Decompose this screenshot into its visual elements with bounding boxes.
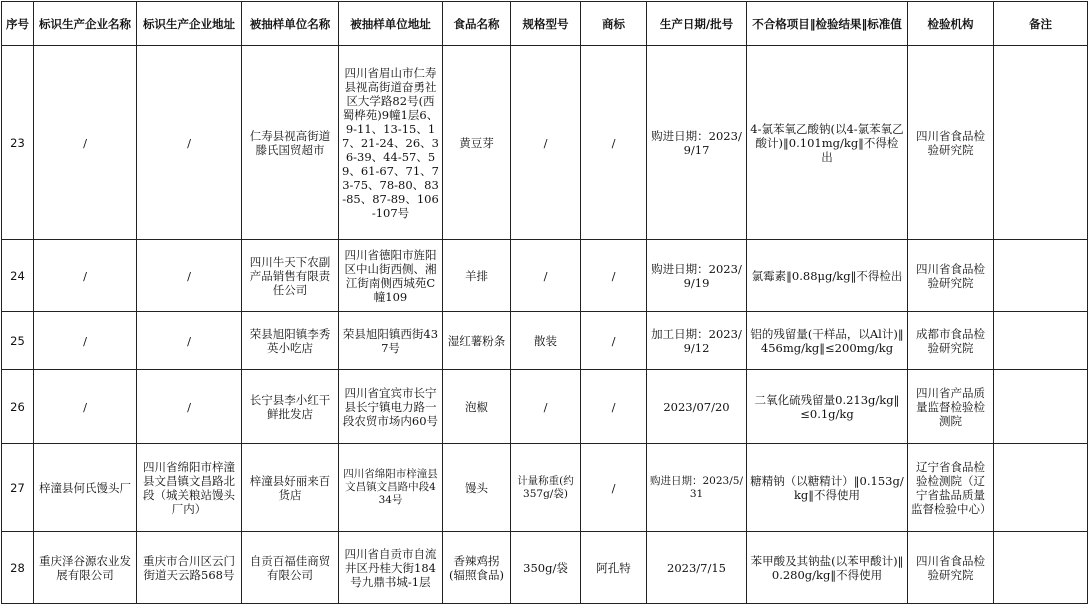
sampled-name: 自贡百福佳商贸有限公司 bbox=[242, 532, 339, 604]
col-header-agency: 检验机构 bbox=[908, 2, 994, 46]
sampled-addr: 四川省自贡市自流井区丹桂大街184号九鼎书城-1层 bbox=[339, 532, 443, 604]
brand: 阿孔特 bbox=[581, 532, 647, 604]
spec: / bbox=[511, 46, 581, 240]
table-row bbox=[2, 370, 1088, 444]
inspection-agency: 四川省食品检验研究院 bbox=[908, 240, 994, 312]
col-header-sampled-name: 被抽样单位名称 bbox=[242, 2, 339, 46]
sampled-addr: 荣县旭阳镇西街437号 bbox=[339, 312, 443, 370]
spec: 散装 bbox=[511, 312, 581, 370]
col-header-food: 食品名称 bbox=[443, 2, 511, 46]
header-row bbox=[2, 2, 1088, 46]
production-date: 购进日期：2023/9/19 bbox=[647, 240, 747, 312]
inspection-agency: 四川省产品质量监督检验检测院 bbox=[908, 370, 994, 444]
mfr-name: 梓潼县何氏馒头厂 bbox=[34, 444, 137, 532]
food-name: 湿红薯粉条 bbox=[443, 312, 511, 370]
remark bbox=[994, 240, 1088, 312]
production-date: 2023/07/20 bbox=[647, 370, 747, 444]
sampled-addr: 四川省德阳市旌阳区中山街西侧、湘江街南侧西城苑C幢109 bbox=[339, 240, 443, 312]
food-name: 羊排 bbox=[443, 240, 511, 312]
remark bbox=[994, 370, 1088, 444]
table-row bbox=[2, 444, 1088, 532]
row-no: 24 bbox=[2, 240, 34, 312]
col-header-brand: 商标 bbox=[581, 2, 647, 46]
mfr-addr: / bbox=[137, 46, 242, 240]
row-no: 27 bbox=[2, 444, 34, 532]
sampled-name: 梓潼县好丽来百货店 bbox=[242, 444, 339, 532]
sampled-addr: 四川省绵阳市梓潼县文昌镇文昌路中段434号 bbox=[339, 444, 443, 532]
mfr-name: 重庆泽谷源农业发展有限公司 bbox=[34, 532, 137, 604]
brand: / bbox=[581, 240, 647, 312]
col-header-spec: 规格型号 bbox=[511, 2, 581, 46]
row-no: 25 bbox=[2, 312, 34, 370]
spec: 350g/袋 bbox=[511, 532, 581, 604]
production-date: 加工日期：2023/9/12 bbox=[647, 312, 747, 370]
mfr-name: / bbox=[34, 370, 137, 444]
remark bbox=[994, 532, 1088, 604]
sampled-name: 荣县旭阳镇李秀英小吃店 bbox=[242, 312, 339, 370]
col-header-sampled-addr: 被抽样单位地址 bbox=[339, 2, 443, 46]
inspection-agency: 四川省食品检验研究院 bbox=[908, 46, 994, 240]
sampled-addr: 四川省宜宾市长宁县长宁镇电力路一段农贸市场内60号 bbox=[339, 370, 443, 444]
table-row bbox=[2, 46, 1088, 240]
food-name: 泡椒 bbox=[443, 370, 511, 444]
production-date: 购进日期：2023/5/31 bbox=[647, 444, 747, 532]
row-no: 23 bbox=[2, 46, 34, 240]
spec: / bbox=[511, 240, 581, 312]
inspection-agency: 四川省食品检验研究院 bbox=[908, 532, 994, 604]
brand: / bbox=[581, 46, 647, 240]
col-header-no: 序号 bbox=[2, 2, 34, 46]
nonconforming-item: 苯甲酸及其钠盐(以苯甲酸计)‖0.280g/kg‖不得使用 bbox=[747, 532, 908, 604]
sampled-name: 四川牛天下农副产品销售有限责任公司 bbox=[242, 240, 339, 312]
brand: / bbox=[581, 370, 647, 444]
table-row bbox=[2, 240, 1088, 312]
remark bbox=[994, 444, 1088, 532]
row-no: 28 bbox=[2, 532, 34, 604]
row-no: 26 bbox=[2, 370, 34, 444]
mfr-addr: 四川省绵阳市梓潼县文昌镇文昌路北段（城关粮站馒头厂内） bbox=[137, 444, 242, 532]
col-header-item: 不合格项目‖检验结果‖标准值 bbox=[747, 2, 908, 46]
mfr-name: / bbox=[34, 312, 137, 370]
nonconforming-item: 4-氯苯氧乙酸钠(以4-氯苯氧乙酸计)‖0.101mg/kg‖不得检出 bbox=[747, 46, 908, 240]
brand: / bbox=[581, 444, 647, 532]
sampled-addr: 四川省眉山市仁寿县视高街道奋勇社区大学路82号(西蜀桦苑)9幢1层6、9-11、13-15、17、21-24、26、36-39、44-57、59、61-67、71、73-75、78-80、83-85、87-89、106-107号 bbox=[339, 46, 443, 240]
col-header-remark: 备注 bbox=[994, 2, 1088, 46]
mfr-addr: / bbox=[137, 312, 242, 370]
inspection-table bbox=[1, 1, 1088, 604]
mfr-name: / bbox=[34, 240, 137, 312]
nonconforming-item: 氯霉素‖0.88μg/kg‖不得检出 bbox=[747, 240, 908, 312]
nonconforming-item: 铝的残留量(干样品，以Al计)‖456mg/kg‖≤200mg/kg bbox=[747, 312, 908, 370]
nonconforming-item: 糖精钠（以糖精计）‖0.153g/kg‖不得使用 bbox=[747, 444, 908, 532]
production-date: 2023/7/15 bbox=[647, 532, 747, 604]
brand: / bbox=[581, 312, 647, 370]
nonconforming-item: 二氧化硫残留量0.213g/kg‖≤0.1g/kg bbox=[747, 370, 908, 444]
mfr-addr: / bbox=[137, 240, 242, 312]
col-header-mfr-addr: 标识生产企业地址 bbox=[137, 2, 242, 46]
spec: / bbox=[511, 370, 581, 444]
col-header-mfr-name: 标识生产企业名称 bbox=[34, 2, 137, 46]
production-date: 购进日期：2023/9/17 bbox=[647, 46, 747, 240]
sampled-name: 长宁县李小红干鲜批发店 bbox=[242, 370, 339, 444]
mfr-addr: 重庆市合川区云门街道天云路568号 bbox=[137, 532, 242, 604]
col-header-date: 生产日期/批号 bbox=[647, 2, 747, 46]
remark bbox=[994, 46, 1088, 240]
inspection-agency: 成都市食品检验研究院 bbox=[908, 312, 994, 370]
sampled-name: 仁寿县视高街道滕氏国贸超市 bbox=[242, 46, 339, 240]
mfr-addr: / bbox=[137, 370, 242, 444]
mfr-name: / bbox=[34, 46, 137, 240]
table-row bbox=[2, 532, 1088, 604]
spec: 计量称重(约357g/袋) bbox=[511, 444, 581, 532]
food-name: 馒头 bbox=[443, 444, 511, 532]
table-row bbox=[2, 312, 1088, 370]
food-name: 黄豆芽 bbox=[443, 46, 511, 240]
inspection-agency: 辽宁省食品检验检测院（辽宁省盐品质量监督检验中心） bbox=[908, 444, 994, 532]
food-name: 香辣鸡拐(辐照食品) bbox=[443, 532, 511, 604]
remark bbox=[994, 312, 1088, 370]
